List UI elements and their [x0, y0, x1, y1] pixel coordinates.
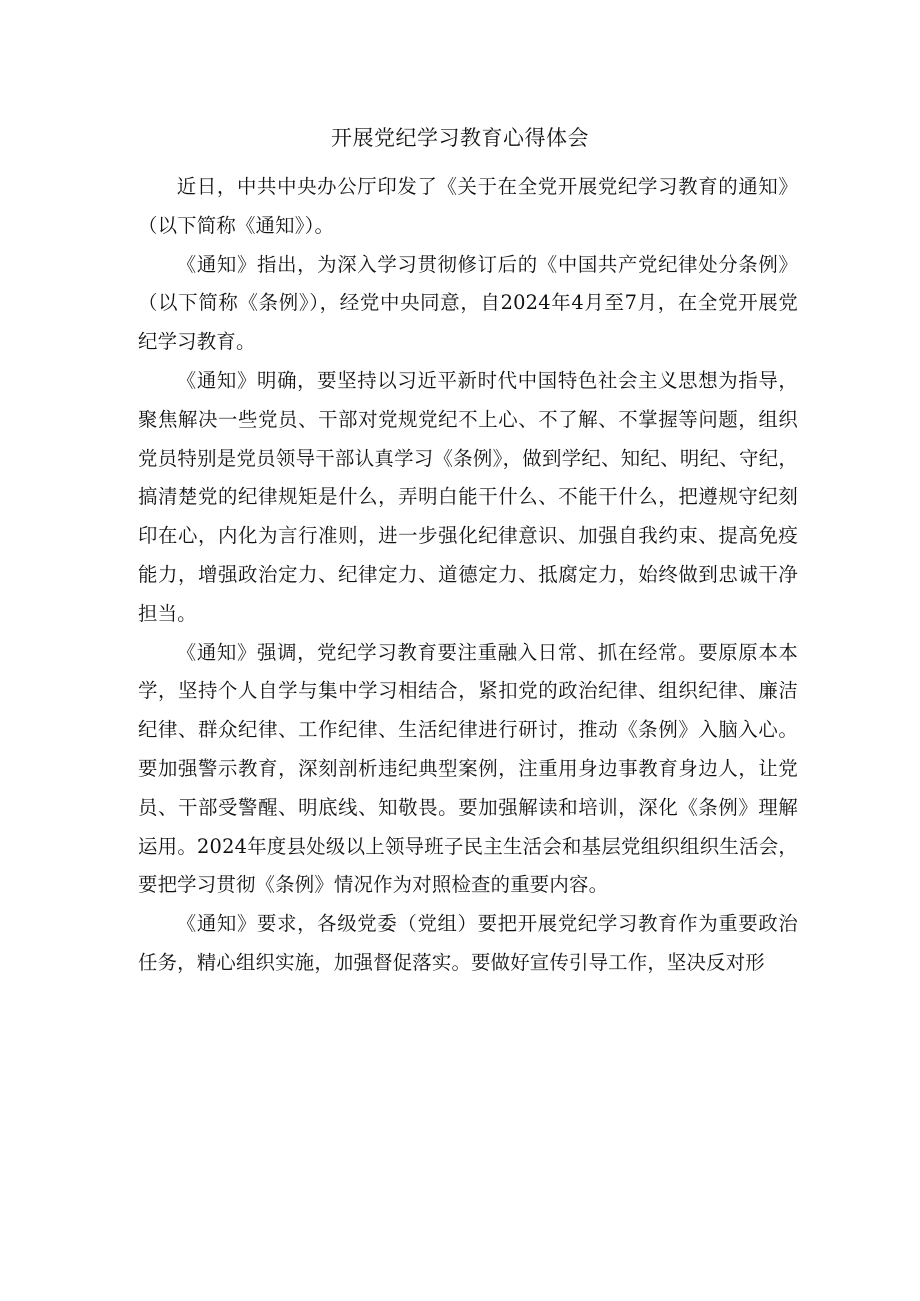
paragraph-5: 《通知》要求，各级党委（党组）要把开展党纪学习教育作为重要政治任务，精心组织实施，加强督促落实。要做好宣传引导工作，坚决反对形 [138, 912, 798, 974]
paragraph-4: 《通知》强调，党纪学习教育要注重融入日常、抓在经常。要原原本本学，坚持个人自学与集中学习相结合，紧扣党的政治纪律、组织纪律、廉洁纪律、群众纪律、工作纪律、生活纪律进行研讨，推动《条例》入脑入心。要加强警示教育，深刻剖析违纪典型案例，注重用身边事教育身边人，让党员、干部受警醒、明底线、知敬畏。要加强解读和培训，深化《条例》理解运用。2024年度县处级以上领导班子民主生活会和基层党组织组织生活会，要把学习贯彻《条例》情况作为对照检查的重要内容。 [138, 640, 798, 897]
paragraph-2: 《通知》指出，为深入学习贯彻修订后的《中国共产党纪律处分条例》（以下简称《条例》），经党中央同意，自2024年4月至7月，在全党开展党纪学习教育。 [138, 252, 798, 354]
paragraph-1: 近日，中共中央办公厅印发了《关于在全党开展党纪学习教育的通知》（以下简称《通知》）。 [138, 175, 798, 237]
document-title: 开展党纪学习教育心得体会 [331, 126, 589, 150]
paragraph-3: 《通知》明确，要坚持以习近平新时代中国特色社会主义思想为指导，聚焦解决一些党员、干部对党规党纪不上心、不了解、不掌握等问题，组织党员特别是党员领导干部认真学习《条例》，做到学纪、知纪、明纪、守纪，搞清楚党的纪律规矩是什么，弄明白能干什么、不能干什么，把遵规守纪刻印在心，内化为言行准则，进一步强化纪律意识、加强自我约束、提高免疫能力，增强政治定力、纪律定力、道德定力、抵腐定力，始终做到忠诚干净担当。 [138, 368, 798, 625]
document-body [138, 168, 798, 983]
